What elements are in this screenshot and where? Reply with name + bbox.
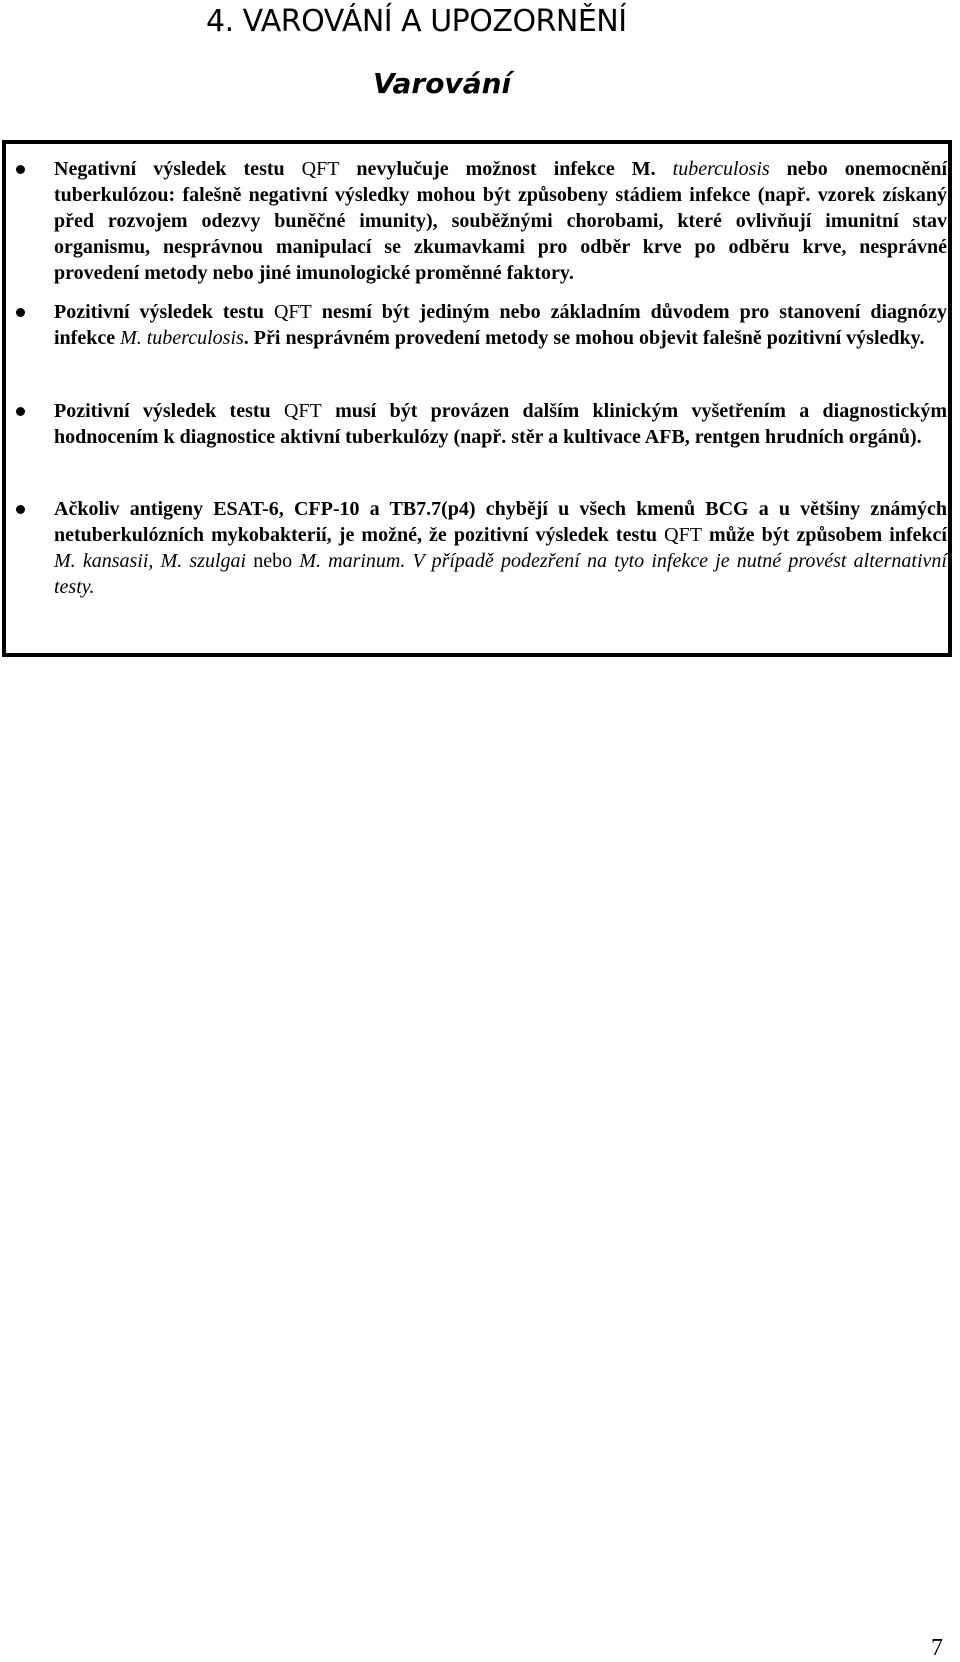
warning-text bbox=[54, 398, 947, 450]
text-segment: QFT bbox=[664, 524, 702, 546]
section-title: 4. VAROVÁNÍ A UPOZORNĚNÍ bbox=[206, 4, 627, 39]
text-segment: nebo bbox=[246, 550, 300, 572]
text-segment: nevylučuje možnost infekce bbox=[339, 158, 632, 180]
warning-text bbox=[54, 299, 947, 351]
text-segment: QFT bbox=[273, 301, 312, 323]
text-segment: Pozitivní výsledek testu bbox=[54, 301, 274, 323]
text-segment: Negativní výsledek testu bbox=[54, 158, 302, 180]
text-segment: musí být provázen dalším klinickým vyšetřením a diagnostickým hodnocením k diagnostice aktivní tuberkulózy (např. stěr a kultivace AFB, rentgen hrudních orgánů). bbox=[54, 400, 947, 448]
text-segment: nebo onemocnění tuberkulózou: falešně negativní výsledky mohou být způsobeny stádiem infekce (např. vzorek získaný před rozvojem odezvy buněčné imunity), souběžnými chorobami, které ovlivňují imunitní stav organismu, nesprávnou manipulací se zkumavkami pro odběr krve po odběru krve, nesprávné provedení metody nebo jiné imunologické proměnné faktory. bbox=[54, 158, 947, 284]
bullet-icon bbox=[16, 308, 25, 317]
text-segment: Ačkoliv antigeny ESAT-6, CFP-10 a TB7.7(p4) chybějí u všech kmenů BCG a u většiny známých netuberkulózních mykobakterií, je možné, že pozitivní výsledek testu bbox=[54, 498, 947, 546]
text-segment: tuberculosis bbox=[655, 158, 770, 180]
text-segment: . Při nesprávném provedení metody se mohou objevit falešně pozitivní výsledky. bbox=[243, 327, 925, 349]
text-segment: M. bbox=[631, 158, 656, 180]
bullet-icon bbox=[16, 165, 25, 174]
warning-text bbox=[54, 156, 947, 286]
warning-box bbox=[2, 140, 952, 657]
bullet-icon bbox=[16, 505, 25, 514]
text-segment: může být způsobem infekcí bbox=[701, 524, 947, 546]
text-segment: M. tuberculosis bbox=[120, 327, 244, 349]
warning-text bbox=[54, 496, 947, 600]
text-segment: QFT bbox=[283, 400, 322, 422]
page-number: 7 bbox=[931, 1635, 943, 1661]
text-segment: Pozitivní výsledek testu bbox=[54, 400, 284, 422]
text-segment: M. marinum. V případě podezření na tyto infekce je nutné provést alternativní testy. bbox=[54, 550, 947, 598]
subsection-title: Varování bbox=[373, 67, 512, 100]
bullet-icon bbox=[16, 407, 25, 416]
text-segment: M. kansasii, M. szulgai bbox=[54, 550, 247, 572]
text-segment: nesmí být jediným nebo základním důvodem pro stanovení diagnózy infekce bbox=[54, 301, 947, 349]
text-segment: QFT bbox=[301, 158, 340, 180]
